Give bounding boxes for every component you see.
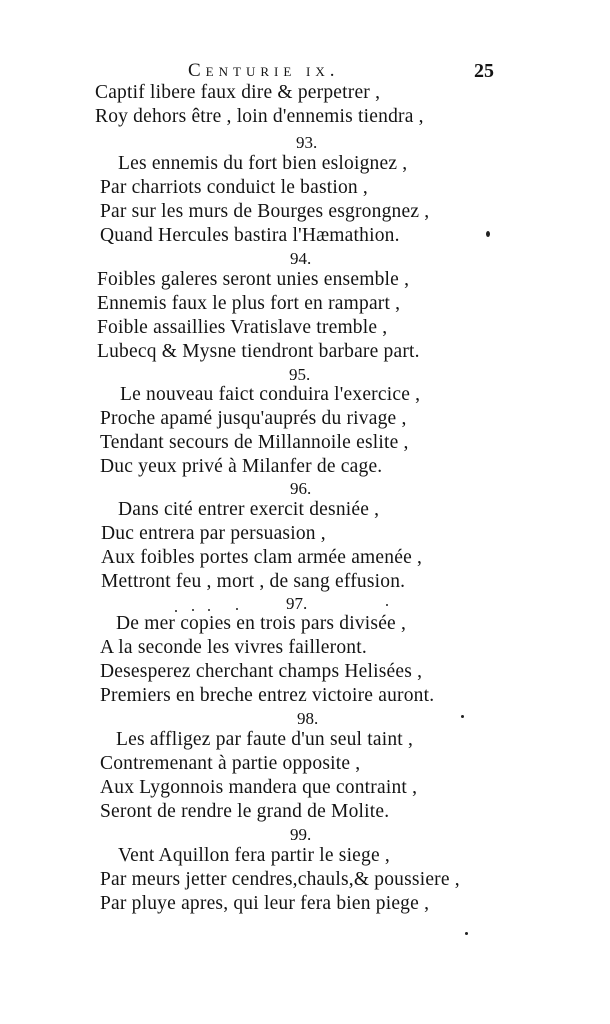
- continued-line-2: Roy dehors être , loin d'ennemis tiendra ,: [95, 106, 424, 127]
- quatrain-94-line-1: Foibles galeres seront unies ensemble ,: [97, 269, 410, 290]
- quatrain-94-line-4: Lubecq & Mysne tiendront barbare part.: [97, 341, 420, 362]
- quatrain-95-line-2: Proche apamé jusqu'auprés du rivage ,: [100, 408, 407, 429]
- quatrain-93-line-2: Par charriots conduict le bastion ,: [100, 177, 369, 198]
- quatrain-94-line-2: Ennemis faux le plus fort en rampart ,: [97, 293, 401, 314]
- quatrain-96-line-3: Aux foibles portes clam armée amenée ,: [101, 547, 423, 568]
- ink-speck: [175, 610, 177, 612]
- quatrain-98-line-3: Aux Lygonnois mandera que contraint ,: [100, 777, 418, 798]
- quatrain-number-95: 95.: [289, 365, 311, 384]
- ink-speck: [386, 604, 388, 606]
- running-header-title: Centurie ix.: [188, 60, 340, 81]
- quatrain-97-line-3: Desesperez cherchant champs Helisées ,: [100, 661, 423, 682]
- quatrain-number-98: 98.: [297, 709, 319, 728]
- quatrain-93-line-3: Par sur les murs de Bourges esgrongnez ,: [100, 201, 430, 222]
- quatrain-94-line-3: Foible assaillies Vratislave tremble ,: [97, 317, 388, 338]
- ink-speck: [461, 715, 464, 718]
- quatrain-95-line-4: Duc yeux privé à Milanfer de cage.: [100, 456, 383, 477]
- quatrain-96-line-4: Mettront feu , mort , de sang effusion.: [101, 571, 406, 592]
- quatrain-95-line-1: Le nouveau faict conduira l'exercice ,: [120, 384, 421, 405]
- ink-speck: [465, 932, 468, 935]
- ink-speck: [486, 231, 490, 237]
- quatrain-99-line-3: Par pluye apres, qui leur fera bien piege ,: [100, 893, 430, 914]
- quatrain-98-line-1: Les affligez par faute d'un seul taint ,: [116, 729, 414, 750]
- quatrain-98-line-4: Seront de rendre le grand de Molite.: [100, 801, 390, 822]
- quatrain-97-line-2: A la seconde les vivres failleront.: [100, 637, 367, 658]
- quatrain-number-96: 96.: [290, 479, 312, 498]
- quatrain-99-line-1: Vent Aquillon fera partir le siege ,: [118, 845, 390, 866]
- quatrain-93-line-1: Les ennemis du fort bien esloignez ,: [118, 153, 408, 174]
- quatrain-97-line-4: Premiers en breche entrez victoire auront.: [100, 685, 435, 706]
- quatrain-93-line-4: Quand Hercules bastira l'Hæmathion.: [100, 225, 400, 246]
- quatrain-number-99: 99.: [290, 825, 312, 844]
- quatrain-97-line-1: De mer copies en trois pars divisée ,: [116, 613, 407, 634]
- ink-speck: [208, 609, 210, 611]
- ink-speck: [192, 609, 194, 611]
- quatrain-number-93: 93.: [296, 133, 318, 152]
- continued-line-1: Captif libere faux dire & perpetrer ,: [95, 82, 381, 103]
- quatrain-number-97: 97.: [286, 594, 308, 613]
- ink-speck: [236, 608, 238, 610]
- quatrain-96-line-1: Dans cité entrer exercit desniée ,: [118, 499, 380, 520]
- quatrain-99-line-2: Par meurs jetter cendres,chauls,& poussiere ,: [100, 869, 460, 890]
- quatrain-95-line-3: Tendant secours de Millannoile eslite ,: [100, 432, 409, 453]
- page-number: 25: [474, 60, 494, 82]
- quatrain-98-line-2: Contremenant à partie opposite ,: [100, 753, 361, 774]
- quatrain-96-line-2: Duc entrera par persuasion ,: [101, 523, 326, 544]
- quatrain-number-94: 94.: [290, 249, 312, 268]
